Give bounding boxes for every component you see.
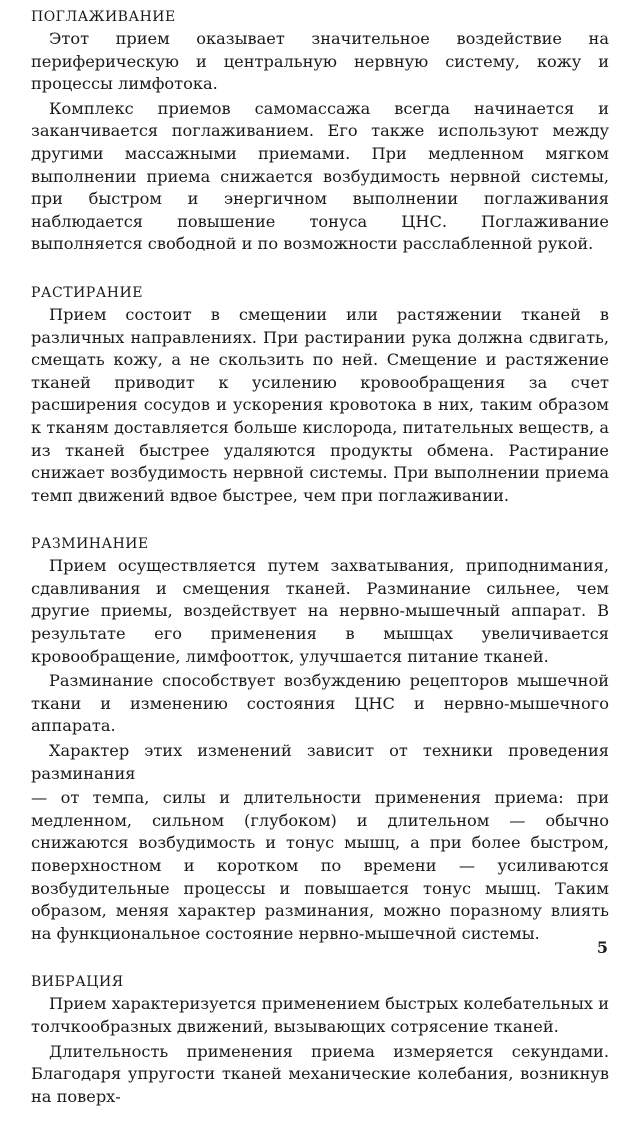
- paragraph: Этот прием оказывает значительное воздействие на периферическую и центральную нервную систему, кожу и процессы лимфотока.: [31, 29, 609, 94]
- paragraph: Разминание способствует возбуждению рецепторов мышечной ткани и изменению состояния ЦНС и нервно-мышечного аппарата.: [31, 671, 609, 736]
- paragraph: — от темпа, силы и длительности применения приема: при медленном, сильном (глубоком) и длительном — обычно снижаются возбудимость и тонус мышц, а при более быстром, поверхностном и коротком по времени — усиливаются возбудительные процессы и повышается тонус мышц. Таким образом, меняя характер разминания, можно поразному влиять на функциональное состояние нервно-мышечной системы.: [31, 788, 609, 943]
- page-number: 5: [596, 938, 608, 957]
- paragraph: Характер этих изменений зависит от техники проведения разминания: [31, 741, 609, 783]
- paragraph: Прием состоит в смещении или растяжении тканей в различных направлениях. При растирании рука должна сдвигать, смещать кожу, а не скользить по ней. Смещение и растяжение тканей приводит к усилению кровообращения за счет расширения сосудов и ускорения кровотока в них, таким образом к тканям доставляется больше кислорода, питательных веществ, а из тканей быстрее удаляются продукты обмена. Растирание снижает возбудимость нервной системы. При выполнении приема темп движений вдвое быстрее, чем при поглаживании.: [31, 304, 609, 505]
- paragraph: Прием характеризуется применением быстрых колебательных и толчкообразных движений, вызывающих сотрясение тканей.: [31, 994, 609, 1036]
- paragraph: Прием осуществляется путем захватывания, приподнимания, сдавливания и смещения тканей. Разминание сильнее, чем другие приемы, воздействует на нервно-мышечный аппарат. В результате его применения в мышцах увеличивается кровообращение, лимфоотток, улучшается питание тканей.: [31, 556, 609, 666]
- section-heading: РАСТИРАНИЕ: [31, 284, 143, 301]
- section-heading: РАЗМИНАНИЕ: [31, 536, 149, 553]
- section-stroking: [31, 6, 609, 256]
- section-vibration: [31, 971, 609, 1108]
- section-heading: ВИБРАЦИЯ: [31, 974, 124, 991]
- document-page: [31, 6, 609, 1134]
- paragraph: Комплекс приемов самомассажа всегда начинается и заканчивается поглаживанием. Его также используют между другими массажными приемами. При медленном мягком выполнении приема снижается возбудимость нервной системы, при быстром и энергичном выполнении поглаживания наблюдается повышение тонуса ЦНС. Поглаживание выполняется свободной и по возможности расслабленной рукой.: [31, 98, 609, 254]
- section-heading: ПОГЛАЖИВАНИЕ: [31, 9, 176, 25]
- section-kneading: [31, 533, 609, 945]
- paragraph: Длительность применения приема измеряется секундами. Благодаря упругости тканей механические колебания, возникнув на поверх-: [31, 1041, 609, 1106]
- section-rubbing: [31, 282, 609, 507]
